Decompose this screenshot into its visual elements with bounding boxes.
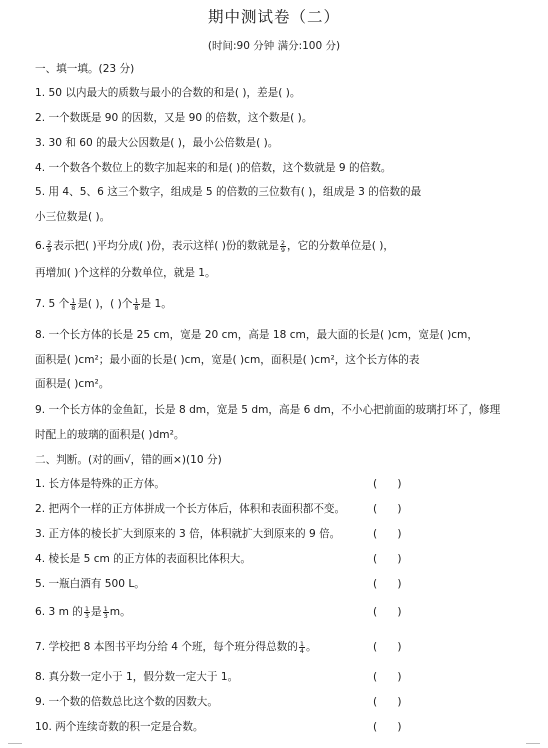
fill-question-8-line-1: 8. 一个长方体的长是 25 cm，宽是 20 cm，高是 18 cm，最大面的长是( )cm，宽是( )cm， [35,329,478,341]
jq7-text-start: 7. 学校把 8 本图书平均分给 4 个班，每个班分得总数的 [35,641,298,653]
answer-paren: ( ) [373,578,402,590]
fill-question-2: 2. 一个数既是 90 的因数，又是 90 的倍数，这个数是( )。 [35,112,313,124]
jq6-text-mid: 是 [91,606,102,618]
page-title: 期中测试卷（二） [207,8,340,26]
judge-question-2: 2. 把两个一样的正方体拼成一个长方体后，体积和表面积都不变。 [35,503,346,515]
section-heading-judge: 二、判断。(对的画√，错的画×)(10 分) [35,454,222,466]
answer-paren: ( ) [373,641,402,653]
judge-question-1: 1. 长方体是特殊的正方体。 [35,478,166,490]
judge-question-3: 3. 正方体的棱长扩大到原来的 3 倍，体积就扩大到原来的 9 倍。 [35,528,341,540]
fraction-two-ninths [280,240,286,253]
exam-info: (时间:90 分钟 满分:100 分) [207,40,341,52]
judge-question-4: 4. 棱长是 5 cm 的正方体的表面积比体积大。 [35,553,251,565]
fill-question-8-line-3: 面积是( )cm²。 [35,378,110,390]
fraction-denominator: 4 [299,646,305,655]
fraction-numerator: 2 [280,238,285,247]
fill-question-7 [35,297,172,311]
fraction-numerator: 1 [299,639,305,648]
judge-question-10: 10. 两个连续奇数的积一定是合数。 [35,721,204,733]
fraction-numerator: 1 [71,296,76,305]
page-corner-mark [526,743,540,748]
judge-question-8: 8. 真分数一定小于 1，假分数一定大于 1。 [35,671,239,683]
fraction-denominator: 8 [134,303,139,312]
fraction-one-third [103,606,109,619]
fraction-numerator: 1 [134,296,139,305]
answer-paren: ( ) [373,721,402,733]
fill-question-5-line-2: 小三位数是( )。 [35,211,111,223]
fraction-one-third [84,606,90,619]
page-corner-mark [8,743,22,748]
fraction-denominator: 9 [280,245,285,254]
fraction-numerator: 2 [47,238,52,247]
fraction-denominator: 3 [84,611,90,620]
q7-text-end: 是 1。 [140,298,172,310]
fill-question-3: 3. 30 和 60 的最大公因数是( )，最小公倍数是( )。 [35,137,279,149]
fraction-one-quarter [299,641,305,654]
fill-question-9-line-1: 9. 一个长方体的金鱼缸，长是 8 dm，宽是 5 dm，高是 6 dm，不小心把前面的玻璃打坏了，修理 [35,404,501,416]
jq7-text-end: 。 [306,641,317,653]
fraction-two-ninths [46,240,52,253]
fraction-numerator: 1 [84,604,90,613]
fraction-denominator: 3 [103,611,108,620]
judge-question-9: 9. 一个数的倍数总比这个数的因数大。 [35,696,218,708]
fraction-one-eighth [133,298,139,311]
fill-question-4: 4. 一个数各个数位上的数字加起来的和是( )的倍数，这个数就是 9 的倍数。 [35,162,392,174]
fill-question-1: 1. 50 以内最大的质数与最小的合数的和是( )，差是( )。 [35,87,301,99]
judge-question-5: 5. 一瓶白酒有 500 L。 [35,578,145,590]
q6-text-end: ，它的分数单位是( )， [286,240,394,252]
answer-paren: ( ) [373,528,402,540]
q7-text-start: 7. 5 个 [35,298,70,310]
fill-question-5-line-1: 5. 用 4、5、6 这三个数字，组成是 5 的倍数的三位数有( )，组成是 3 的倍数的最 [35,186,422,198]
judge-question-6 [35,605,131,619]
fraction-denominator: 8 [71,303,76,312]
section-heading-fill: 一、填一填。(23 分) [35,63,135,75]
answer-paren: ( ) [373,671,402,683]
fraction-one-eighth [70,298,76,311]
fill-question-9-line-2: 时配上的玻璃的面积是( )dm²。 [35,429,185,441]
fraction-denominator: 9 [47,245,52,254]
q7-text-mid: 是( )，( )个 [77,298,133,310]
judge-question-7 [35,640,317,654]
jq6-text-end: m。 [109,606,131,618]
jq6-text-start: 6. 3 m 的 [35,606,83,618]
answer-paren: ( ) [373,606,402,618]
answer-paren: ( ) [373,696,402,708]
q6-number: 6. [35,240,46,252]
fill-question-6-line-2: 再增加( )个这样的分数单位，就是 1。 [35,267,216,279]
fill-question-6-line-1 [35,239,394,253]
q6-text: 表示把( )平均分成( )份，表示这样( )份的数就是 [53,240,279,252]
fraction-numerator: 1 [103,604,108,613]
fill-question-8-line-2: 面积是( )cm²；最小面的长是( )cm，宽是( )cm，面积是( )cm²，这个长方体的表 [35,354,420,366]
answer-paren: ( ) [373,478,402,490]
answer-paren: ( ) [373,553,402,565]
answer-paren: ( ) [373,503,402,515]
